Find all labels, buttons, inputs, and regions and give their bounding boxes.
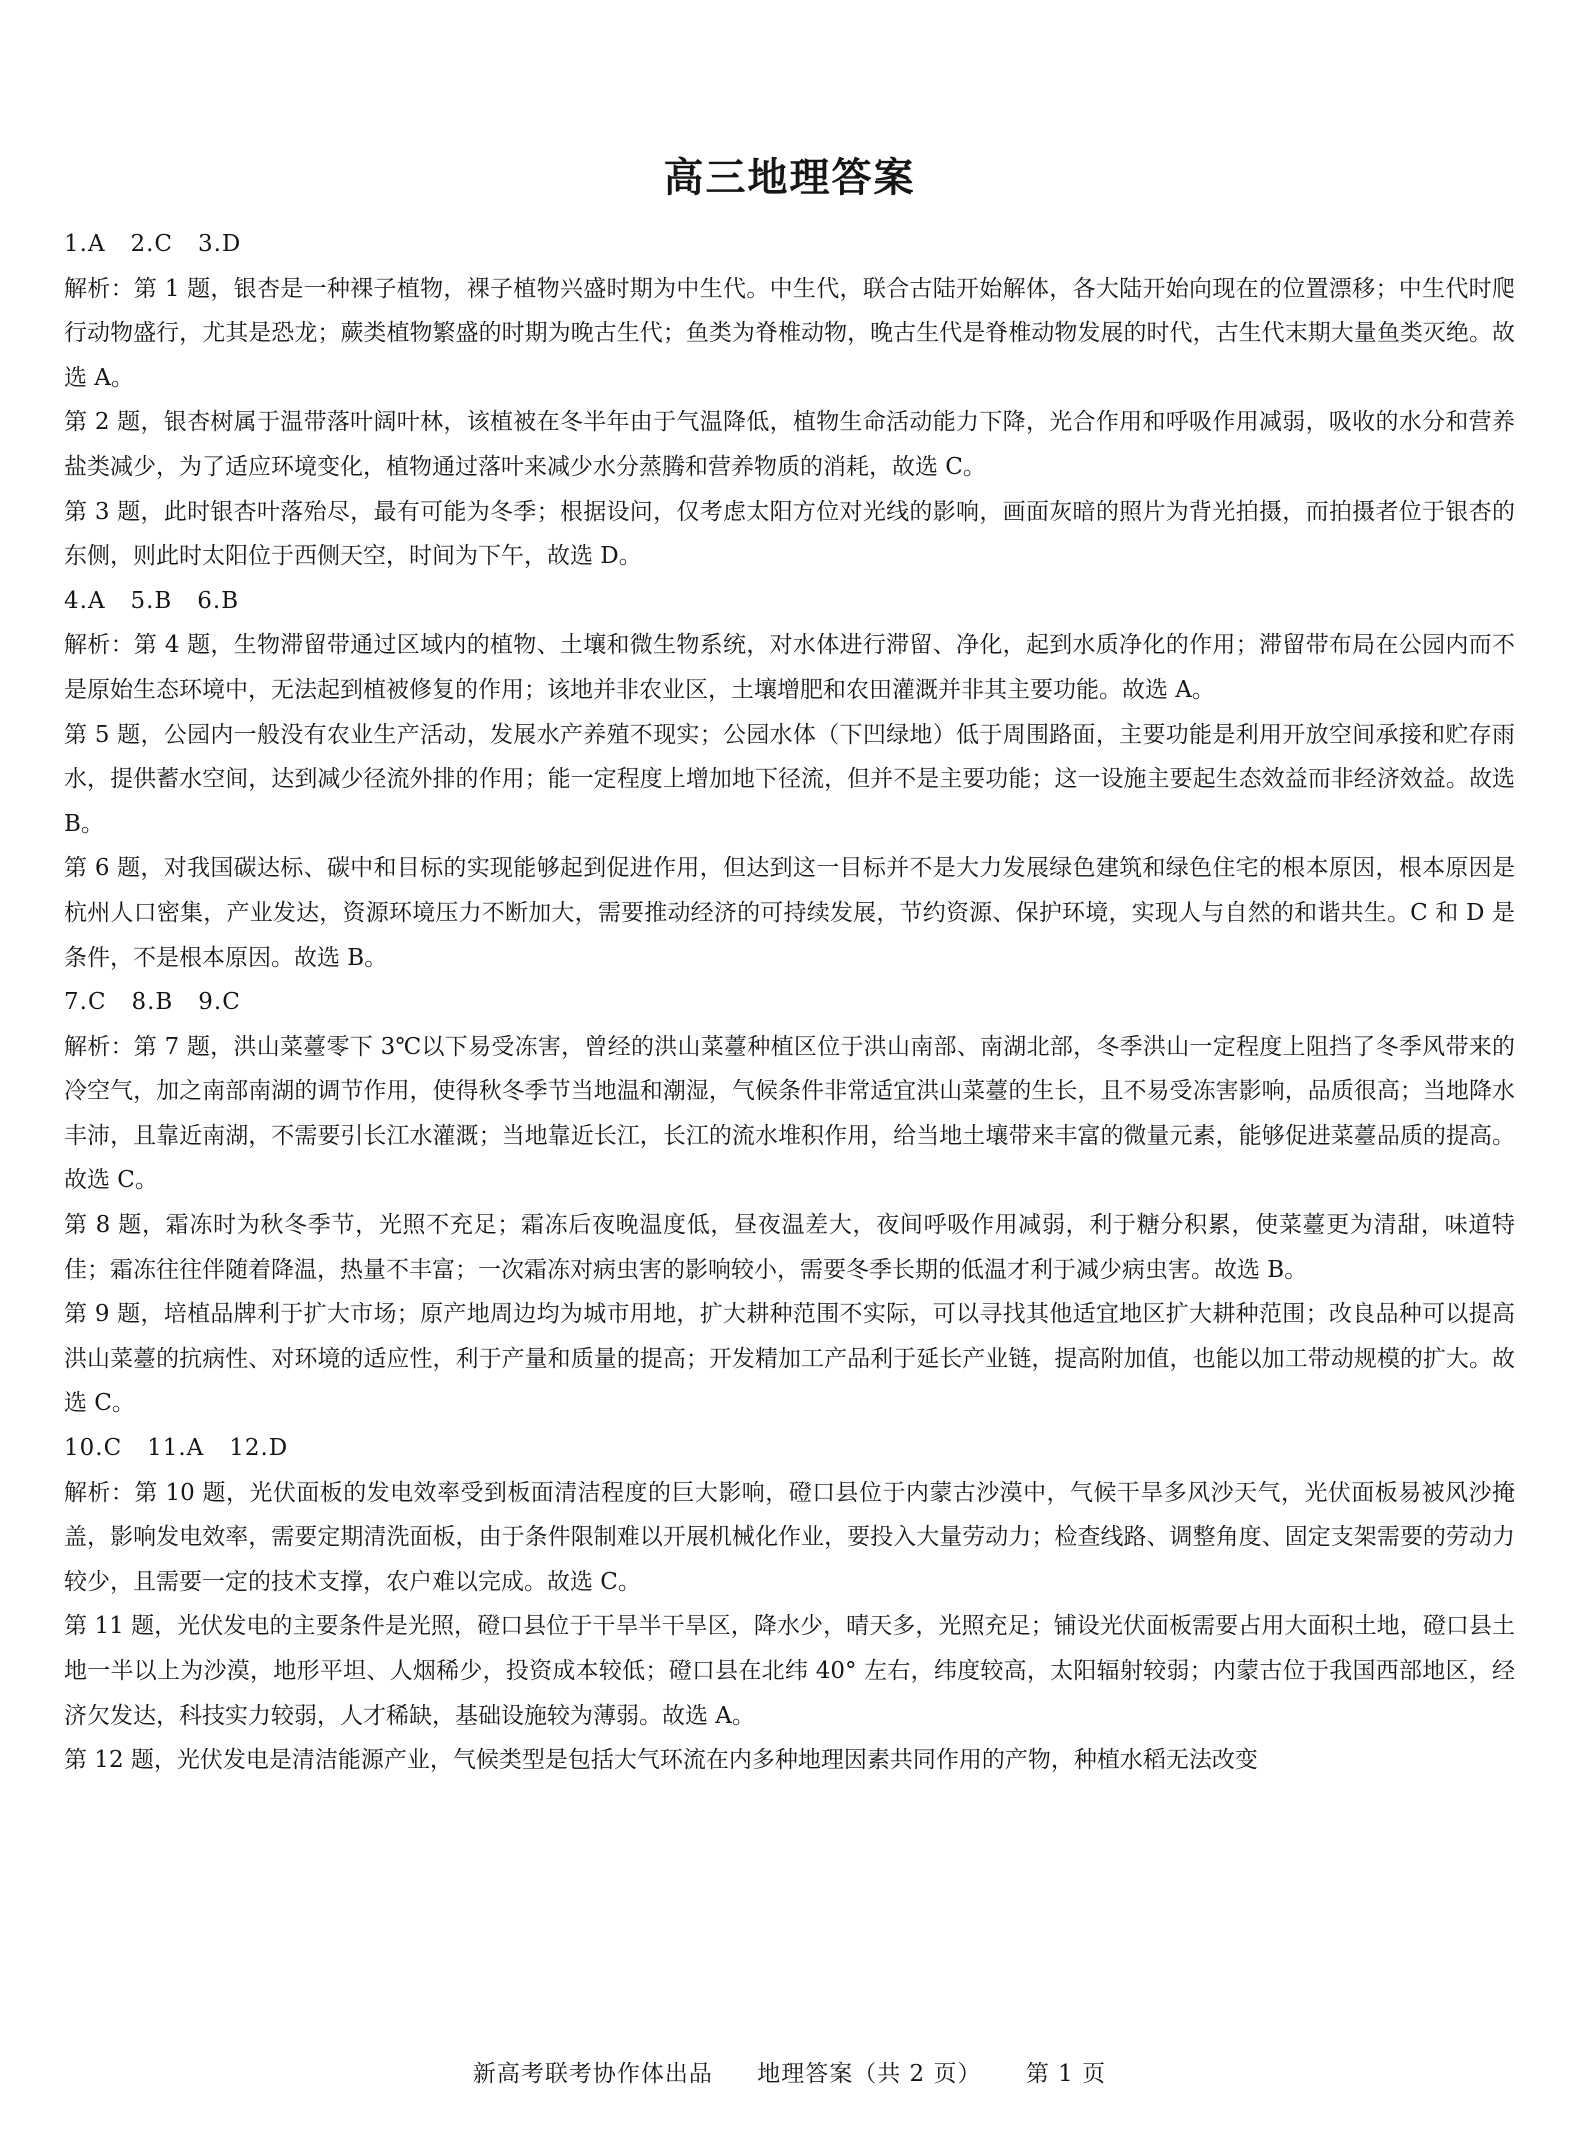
explanation-paragraph: 第 8 题，霜冻时为秋冬季节，光照不充足；霜冻后夜晚温度低，昼夜温差大，夜间呼吸作用减弱，利于糖分积累，使菜薹更为清甜，味道特佳；霜冻往往伴随着降温，热量不丰富；一次霜冻对病虫害的影响较小，需要冬季长期的低温才利于减少病虫害。故选 B。 [64,1212,1515,1283]
explanation-paragraph: 解析：第 1 题，银杏是一种裸子植物，裸子植物兴盛时期为中生代。中生代，联合古陆开始解体，各大陆开始向现在的位置漂移；中生代时爬行动物盛行，尤其是恐龙；蕨类植物繁盛的时期为晚古生代；鱼类为脊椎动物，晚古生代是脊椎动物发展的时代，古生代末期大量鱼类灭绝。故选 A。 [64,275,1515,391]
explanation-paragraph: 第 11 题，光伏发电的主要条件是光照，磴口县位于干旱半干旱区，降水少，晴天多，光照充足；铺设光伏面板需要占用大面积土地，磴口县土地一半以上为沙漠，地形平坦、人烟稀少，投资成本较低；磴口县在北纬 40° 左右，纬度较高，太阳辐射较弱；内蒙古位于我国西部地区，经济欠发达，科技实力较弱，人才稀缺，基础设施较为薄弱。故选 A。 [64,1613,1515,1729]
explanation-paragraph: 解析：第 10 题，光伏面板的发电效率受到板面清洁程度的巨大影响，磴口县位于内蒙古沙漠中，气候干旱多风沙天气，光伏面板易被风沙掩盖，影响发电效率，需要定期清洗面板，由于条件限制难以开展机械化作业，要投入大量劳动力；检查线路、调整角度、固定支架需要的劳动力较少，且需要一定的技术支撑，农户难以完成。故选 C。 [64,1479,1515,1595]
explanation-paragraph: 第 12 题，光伏发电是清洁能源产业，气候类型是包括大气环流在内多种地理因素共同作用的产物，种植水稻无法改变 [64,1747,1258,1774]
explanation-paragraph: 解析：第 7 题，洪山菜薹零下 3℃以下易受冻害，曾经的洪山菜薹种植区位于洪山南部、南湖北部，冬季洪山一定程度上阻挡了冬季风带来的冷空气，加之南部南湖的调节作用，使得秋冬季节当地温和潮湿，气候条件非常适宜洪山菜薹的生长，且不易受冻害影响，品质很高；当地降水丰沛，且靠近南湖，不需要引长江水灌溉；当地靠近长江，长江的流水堆积作用，给当地土壤带来丰富的微量元素，能够促进菜薹品质的提高。故选 C。 [64,1033,1515,1194]
answer-block-4 [64,1426,1515,1783]
answer-content [64,222,1515,1783]
footer-publisher: 新高考联考协作体出品 [472,2061,713,2087]
explanation-paragraph: 第 6 题，对我国碳达标、碳中和目标的实现能够起到促进作用，但达到这一目标并不是大力发展绿色建筑和绿色住宅的根本原因，根本原因是杭州人口密集，产业发达，资源环境压力不断加大，需要推动经济的可持续发展，节约资源、保护环境，实现人与自然的和谐共生。C 和 D 是条件，不是根本原因。故选 B。 [64,855,1515,971]
answer-block-2 [64,579,1515,980]
answer-block-3 [64,980,1515,1426]
answer-key-line: 1.A 2.C 3.D [64,231,242,257]
footer-subject: 地理答案（共 2 页） [757,2061,982,2087]
footer-page-number: 第 1 页 [1025,2061,1107,2087]
explanation-paragraph: 第 9 题，培植品牌利于扩大市场；原产地周边均为城市用地，扩大耕种范围不实际，可以寻找其他适宜地区扩大耕种范围；改良品种可以提高洪山菜薹的抗病性、对环境的适应性，利于产量和质量的提高；开发精加工产品利于延长产业链，提高附加值，也能以加工带动规模的扩大。故选 C。 [64,1301,1515,1417]
answer-block-1 [64,222,1515,579]
page-title: 高三地理答案 [663,155,916,201]
page-footer [0,2058,1579,2090]
explanation-paragraph: 第 3 题，此时银杏叶落殆尽，最有可能为冬季；根据设问，仅考虑太阳方位对光线的影响，画面灰暗的照片为背光拍摄，而拍摄者位于银杏的东侧，则此时太阳位于西侧天空，时间为下午，故选 D。 [64,498,1515,570]
explanation-paragraph: 第 5 题，公园内一般没有农业生产活动，发展水产养殖不现实；公园水体（下凹绿地）低于周围路面，主要功能是利用开放空间承接和贮存雨水，提供蓄水空间，达到减少径流外排的作用；能一定程度上增加地下径流，但并不是主要功能；这一设施主要起生态效益而非经济效益。故选 B。 [64,721,1515,837]
explanation-paragraph: 解析：第 4 题，生物滞留带通过区域内的植物、土壤和微生物系统，对水体进行滞留、净化，起到水质净化的作用；滞留带布局在公园内而不是原始生态环境中，无法起到植被修复的作用；该地并非农业区，土壤增肥和农田灌溉并非其主要功能。故选 A。 [64,632,1515,703]
answer-key-line: 10.C 11.A 12.D [64,1435,289,1462]
answer-key-line: 7.C 8.B 9.C [64,989,241,1016]
explanation-paragraph: 第 2 题，银杏树属于温带落叶阔叶林，该植被在冬半年由于气温降低，植物生命活动能力下降，光合作用和呼吸作用减弱，吸收的水分和营养盐类减少，为了适应环境变化，植物通过落叶来减少水分蒸腾和营养物质的消耗，故选 C。 [64,409,1515,480]
answer-key-line: 4.A 5.B 6.B [64,587,240,614]
